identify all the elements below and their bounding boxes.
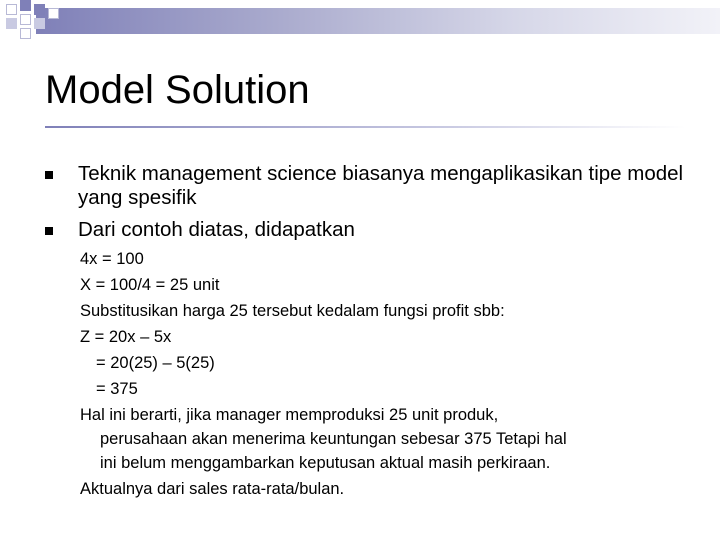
title-divider [45,126,685,128]
decor-square [48,8,59,19]
square-bullet-icon [45,171,53,179]
slide-title: Model Solution [45,68,310,112]
decor-square [6,4,17,15]
explanation-line: ini belum menggambarkan keputusan aktual masih perkiraan. [100,454,551,472]
equation-line: = 20(25) – 5(25) [96,354,215,372]
header-gradient-band [36,8,720,34]
bullet-text: Dari contoh diatas, didapatkan [78,218,355,241]
explanation-line: Substitusikan harga 25 tersebut kedalam fungsi profit sbb: [80,302,505,320]
decor-square [34,18,45,29]
square-bullet-icon [45,227,53,235]
explanation-line: perusahaan akan menerima keuntungan sebesar 375 Tetapi hal [100,430,567,448]
explanation-line: Hal ini berarti, jika manager memproduksi 25 unit produk, [80,406,499,424]
decor-square [6,18,17,29]
equation-line: X = 100/4 = 25 unit [80,276,220,294]
header-decoration [0,0,720,42]
decor-square [20,0,31,11]
equation-line: 4x = 100 [80,250,144,268]
bullet-text: Teknik management science biasanya mengaplikasikan tipe model yang spesifik [78,162,684,209]
decor-square [34,4,45,15]
decor-square [20,14,31,25]
explanation-line: Aktualnya dari sales rata-rata/bulan. [80,480,345,498]
equation-line: Z = 20x – 5x [80,328,172,346]
decor-square [20,28,31,39]
equation-line: = 375 [96,380,138,398]
